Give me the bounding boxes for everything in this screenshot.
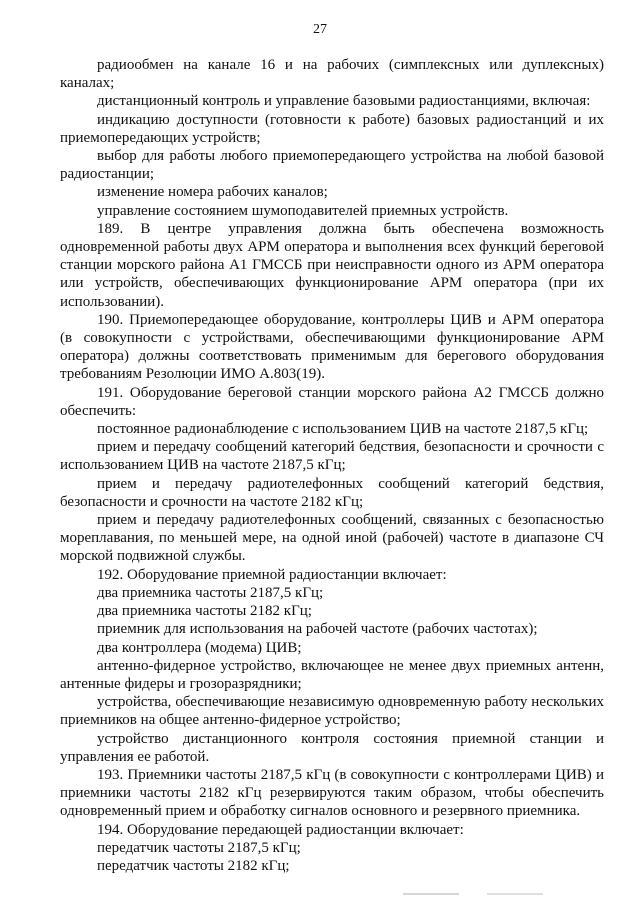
paragraph: 190. Приемопередающее оборудование, контроллеры ЦИВ и АРМ оператора (в совокупности с устройствами, обеспечивающими функционирование АРМ оператора) должны соответствовать применимым для берегового оборудования требованиям Резолюции ИМО А.803(19). [60, 311, 604, 383]
paragraph: передатчик частоты 2187,5 кГц; [97, 839, 301, 856]
paragraph: передатчик частоты 2182 кГц; [97, 857, 290, 874]
paragraph: приемник для использования на рабочей частоте (рабочих частотах); [97, 621, 538, 638]
paragraph: устройства, обеспечивающие независимую одновременную работу нескольких приемников на общее антенно-фидерное устройство; [60, 694, 604, 729]
paragraph: постоянное радионаблюдение с использованием ЦИВ на частоте 2187,5 кГц; [97, 421, 589, 438]
paragraph: два приемника частоты 2187,5 кГц; [97, 584, 324, 601]
paragraph: 193. Приемники частоты 2187,5 кГц (в совокупности с контроллерами ЦИВ) и приемники частоты 2182 кГц резервируются таким образом, чтобы обеспечить одновременный прием и обработку сигналов основного и резервного приемника. [60, 766, 604, 820]
paragraph: прием и передачу сообщений категорий бедствия, безопасности и срочности с использованием ЦИВ на частоте 2187,5 кГц; [60, 439, 604, 474]
paragraph: индикацию доступности (готовности к работе) базовых радиостанций и их приемопередающих устройств; [60, 111, 604, 146]
paragraph: антенно-фидерное устройство, включающее не менее двух приемных антенн, антенные фидеры и грозоразрядники; [60, 657, 604, 692]
paragraph: выбор для работы любого приемопередающего устройства на любой базовой радиостанции; [60, 148, 604, 183]
paragraph: два приемника частоты 2182 кГц; [97, 603, 312, 620]
paragraph: 194. Оборудование передающей радиостанции включает: [97, 821, 464, 838]
paragraph: изменение номера рабочих каналов; [97, 184, 328, 201]
paragraph: радиообмен на канале 16 и на рабочих (симплексных или дуплексных) каналах; [60, 57, 604, 92]
paragraph: дистанционный контроль и управление базовыми радиостанциями, включая: [97, 93, 591, 110]
paragraph: управление состоянием шумоподавителей приемных устройств. [97, 202, 509, 219]
document-body [60, 56, 604, 875]
paragraph: 192. Оборудование приемной радиостанции включает: [97, 566, 447, 583]
paragraph: прием и передачу радиотелефонных сообщений категорий бедствия, безопасности и срочности на частоте 2182 кГц; [60, 475, 604, 510]
paragraph: два контроллера (модема) ЦИВ; [97, 639, 302, 656]
paragraph: 191. Оборудование береговой станции морского района А2 ГМССБ должно обеспечить: [60, 384, 604, 419]
page-number: 27 [313, 22, 327, 37]
paragraph: прием и передачу радиотелефонных сообщений, связанных с безопасностью мореплавания, по меньшей мере, на одной иной (рабочей) частоте в диапазоне СЧ морской подвижной службы. [60, 512, 604, 565]
scan-artifact-line [403, 893, 543, 895]
paragraph: 189. В центре управления должна быть обеспечена возможность одновременной работы двух АРМ оператора и выполнения всех функций береговой станции морского района А1 ГМССБ при неисправности одного из АРМ оператора или устройств, обеспечивающих функционирование АРМ оператора (при их использовании). [60, 220, 604, 310]
paragraph: устройство дистанционного контроля состояния приемной станции и управления ее работой. [60, 730, 604, 765]
